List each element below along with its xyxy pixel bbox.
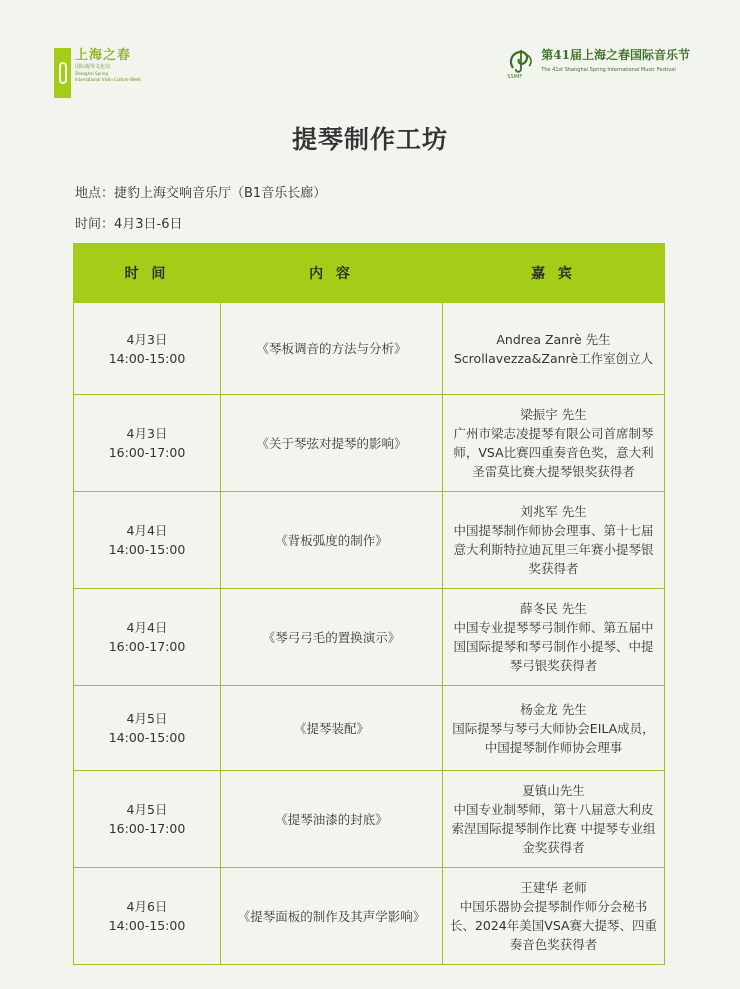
table-row: [74, 589, 665, 686]
column-header-time: 时 间: [74, 244, 221, 303]
violin-logo-icon: [54, 48, 71, 98]
table-row: [74, 771, 665, 868]
session-date: 4月3日: [126, 426, 168, 441]
session-content-cell: 《琴板调音的方法与分析》: [221, 303, 443, 395]
schedule-table-body: [74, 303, 665, 965]
session-content-cell: 《琴弓弓毛的置换演示》: [221, 589, 443, 686]
guest-name: 薛冬民 先生: [520, 601, 587, 616]
session-time-cell: [74, 589, 221, 686]
session-date: 4月5日: [126, 711, 168, 726]
session-time: 16:00-17:00: [108, 821, 186, 836]
shanghai-spring-violin-week-logo: [54, 48, 141, 98]
session-guest-cell: [443, 492, 665, 589]
session-time: 14:00-15:00: [108, 350, 186, 366]
session-date: 4月4日: [126, 523, 168, 538]
session-content-cell: 《提琴油漆的封底》: [221, 771, 443, 868]
guest-name: Andrea Zanrè 先生: [496, 331, 611, 347]
schedule-table: [73, 243, 665, 965]
guest-description: 中国乐器协会提琴制作师分会秘书长、2024年美国VSA赛大提琴、四重奏音色奖获得者: [449, 899, 658, 952]
guest-description: 中国专业提琴琴弓制作师、第五届中国国际提琴和琴弓制作小提琴、中提琴弓银奖获得者: [453, 620, 654, 673]
session-date: 4月4日: [126, 620, 168, 635]
logo-text-block: [75, 48, 141, 83]
session-guest-cell: [443, 303, 665, 395]
session-content-cell: 《背板弧度的制作》: [221, 492, 443, 589]
table-row: [74, 492, 665, 589]
column-header-guest: 嘉 宾: [443, 244, 665, 303]
session-guest-cell: [443, 686, 665, 771]
table-row: [74, 868, 665, 965]
table-row: [74, 686, 665, 771]
session-content-cell: 《关于琴弦对提琴的影响》: [221, 395, 443, 492]
session-guest-cell: [443, 589, 665, 686]
guest-name: 王建华 老师: [520, 880, 587, 895]
session-guest-cell: [443, 395, 665, 492]
page-header: [0, 0, 740, 110]
event-time: 时间：4月3日-6日: [75, 217, 183, 232]
session-guest-cell: [443, 868, 665, 965]
column-header-content: 内 容: [221, 244, 443, 303]
session-date: 4月3日: [126, 331, 168, 347]
guest-description: 中国专业制琴师，第十八届意大利皮索涅国际提琴制作比赛 中提琴专业组金奖获得者: [451, 802, 656, 855]
guest-name: 夏镇山先生: [522, 783, 585, 798]
ssimf-festival-logo: [507, 48, 690, 80]
table-row: [74, 303, 665, 395]
guest-description: 广州市梁志凌提琴有限公司首席制琴师，VSA比赛四重奏音色奖，意大利圣雷莫比赛大提琴银奖获得者: [453, 426, 654, 479]
session-time-cell: [74, 492, 221, 589]
session-time-cell: [74, 771, 221, 868]
guest-description: Scrollavezza&Zanrè工作室创立人: [453, 350, 654, 366]
logo-name-cn: 上海之春: [75, 48, 132, 63]
event-location: 地点：捷豹上海交响音乐厅（B1音乐长廊）: [75, 186, 327, 201]
header-row: [74, 244, 665, 303]
session-date: 4月5日: [126, 802, 168, 817]
session-time: 16:00-17:00: [108, 445, 186, 460]
ssimf-emblem-icon: [507, 48, 535, 80]
session-date: 4月6日: [126, 899, 168, 914]
session-time-cell: [74, 868, 221, 965]
table-row: [74, 395, 665, 492]
logo-subtitle-cn: 国际提琴文化周: [75, 64, 111, 70]
guest-name: 杨金龙 先生: [520, 701, 587, 717]
session-time-cell: [74, 303, 221, 395]
guest-name: 梁振宇 先生: [520, 407, 587, 422]
session-guest-cell: [443, 771, 665, 868]
session-time: 14:00-15:00: [108, 542, 186, 557]
guest-description: 国际提琴与琴弓大师协会EILA成员，中国提琴制作师协会理事: [452, 720, 655, 755]
session-content-cell: 《提琴面板的制作及其声学影响》: [221, 868, 443, 965]
festival-text-block: [541, 48, 690, 74]
schedule-table-header: [74, 244, 665, 303]
festival-name-en: The 41st Shanghai Spring International Music Festival: [541, 67, 676, 73]
guest-description: 中国提琴制作师协会理事、第十七届意大利斯特拉迪瓦里三年赛小提琴银奖获得者: [453, 523, 654, 576]
session-content-cell: 《提琴装配》: [221, 686, 443, 771]
session-time-cell: [74, 686, 221, 771]
session-time: 16:00-17:00: [108, 639, 186, 654]
guest-name: 刘兆军 先生: [520, 504, 587, 519]
logo-subtitle-en2: International Violin Culture Week: [75, 77, 141, 82]
festival-name-cn: 第41届上海之春国际音乐节: [541, 48, 690, 62]
session-time: 14:00-15:00: [108, 730, 186, 745]
page-title: 提琴制作工坊: [291, 125, 448, 154]
ssimf-abbr: SSIMF: [507, 74, 523, 80]
session-time: 14:00-15:00: [108, 918, 186, 933]
logo-subtitle-en1: Shanghai Spring: [75, 71, 108, 76]
session-time-cell: [74, 395, 221, 492]
